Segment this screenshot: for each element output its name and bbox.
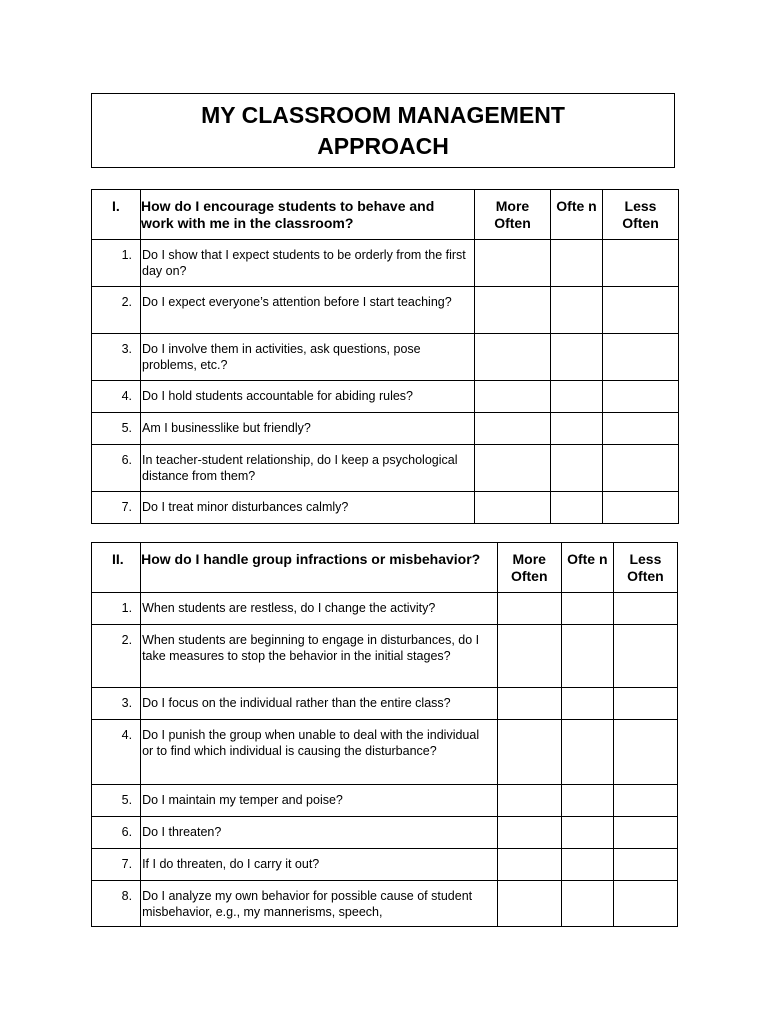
checkbox-often[interactable] (551, 334, 603, 381)
table-row (92, 413, 679, 445)
table-row (92, 287, 679, 334)
checkbox-more-often[interactable] (497, 720, 561, 785)
title-box (91, 93, 675, 168)
checkbox-more-often[interactable] (475, 334, 551, 381)
section-1-header-row (92, 190, 679, 240)
item-number: 3. (92, 688, 141, 720)
checkbox-more-often[interactable] (475, 287, 551, 334)
checkbox-often[interactable] (561, 785, 613, 817)
checkbox-often[interactable] (561, 881, 613, 927)
checkbox-often[interactable] (551, 287, 603, 334)
checkbox-less-often[interactable] (603, 334, 679, 381)
checkbox-more-often[interactable] (475, 492, 551, 524)
section-heading: How do I handle group infractions or misbehavior? (141, 543, 498, 593)
item-number: 7. (92, 492, 141, 524)
checkbox-more-often[interactable] (497, 688, 561, 720)
table-row (92, 445, 679, 492)
checkbox-often[interactable] (561, 688, 613, 720)
section-numeral: II. (92, 543, 141, 593)
column-more-often: More Often (497, 543, 561, 593)
item-question: Do I involve them in activities, ask questions, pose problems, etc.? (141, 334, 475, 381)
column-often: Ofte n (561, 543, 613, 593)
item-number: 6. (92, 445, 141, 492)
checkbox-less-often[interactable] (603, 413, 679, 445)
table-row (92, 881, 678, 927)
checkbox-less-often[interactable] (613, 720, 677, 785)
checkbox-less-often[interactable] (613, 881, 677, 927)
checkbox-less-often[interactable] (603, 445, 679, 492)
section-2-table (91, 542, 678, 927)
item-question: Do I analyze my own behavior for possible cause of student misbehavior, e.g., my mannerisms, speech, (141, 881, 498, 927)
checkbox-less-often[interactable] (603, 287, 679, 334)
checkbox-often[interactable] (551, 381, 603, 413)
column-less-often: Less Often (613, 543, 677, 593)
item-question: In teacher-student relationship, do I keep a psychological distance from them? (141, 445, 475, 492)
checkbox-often[interactable] (551, 492, 603, 524)
checkbox-less-often[interactable] (613, 688, 677, 720)
checkbox-less-often[interactable] (603, 492, 679, 524)
item-number: 7. (92, 849, 141, 881)
checkbox-less-often[interactable] (603, 381, 679, 413)
item-question: If I do threaten, do I carry it out? (141, 849, 498, 881)
item-question: When students are beginning to engage in disturbances, do I take measures to stop the behavior in the initial stages? (141, 625, 498, 688)
checkbox-less-often[interactable] (613, 849, 677, 881)
checkbox-more-often[interactable] (475, 381, 551, 413)
checkbox-more-often[interactable] (497, 881, 561, 927)
item-question: Do I punish the group when unable to deal with the individual or to find which individual is causing the disturbance? (141, 720, 498, 785)
item-number: 4. (92, 381, 141, 413)
checkbox-less-often[interactable] (613, 625, 677, 688)
item-question: Do I threaten? (141, 817, 498, 849)
item-question: Do I maintain my temper and poise? (141, 785, 498, 817)
checkbox-more-often[interactable] (497, 785, 561, 817)
column-often: Ofte n (551, 190, 603, 240)
section-1-table (91, 189, 679, 524)
checkbox-less-often[interactable] (613, 817, 677, 849)
item-number: 1. (92, 240, 141, 287)
checkbox-more-often[interactable] (475, 413, 551, 445)
column-less-often: Less Often (603, 190, 679, 240)
item-number: 1. (92, 593, 141, 625)
checkbox-more-often[interactable] (497, 849, 561, 881)
table-row (92, 625, 678, 688)
item-number: 6. (92, 817, 141, 849)
table-row (92, 720, 678, 785)
table-row (92, 688, 678, 720)
item-question: Do I show that I expect students to be orderly from the first day on? (141, 240, 475, 287)
item-number: 4. (92, 720, 141, 785)
checkbox-more-often[interactable] (475, 445, 551, 492)
checkbox-often[interactable] (551, 240, 603, 287)
checkbox-often[interactable] (551, 413, 603, 445)
checkbox-often[interactable] (551, 445, 603, 492)
table-row (92, 381, 679, 413)
checkbox-often[interactable] (561, 849, 613, 881)
checkbox-more-often[interactable] (475, 240, 551, 287)
checkbox-often[interactable] (561, 817, 613, 849)
item-question: Am I businesslike but friendly? (141, 413, 475, 445)
checkbox-often[interactable] (561, 593, 613, 625)
column-more-often: More Often (475, 190, 551, 240)
item-question: Do I expect everyone’s attention before I start teaching? (141, 287, 475, 334)
checkbox-more-often[interactable] (497, 593, 561, 625)
item-number: 2. (92, 287, 141, 334)
checkbox-less-often[interactable] (613, 785, 677, 817)
table-row (92, 593, 678, 625)
table-row (92, 785, 678, 817)
checkbox-more-often[interactable] (497, 625, 561, 688)
checkbox-often[interactable] (561, 625, 613, 688)
item-number: 3. (92, 334, 141, 381)
checkbox-less-often[interactable] (603, 240, 679, 287)
item-number: 2. (92, 625, 141, 688)
table-row (92, 849, 678, 881)
checkbox-often[interactable] (561, 720, 613, 785)
item-question: When students are restless, do I change the activity? (141, 593, 498, 625)
section-heading: How do I encourage students to behave and work with me in the classroom? (141, 190, 475, 240)
table-row (92, 334, 679, 381)
table-row (92, 817, 678, 849)
checkbox-more-often[interactable] (497, 817, 561, 849)
section-2-header-row (92, 543, 678, 593)
item-question: Do I focus on the individual rather than the entire class? (141, 688, 498, 720)
item-number: 5. (92, 785, 141, 817)
section-numeral: I. (92, 190, 141, 240)
page-title: MY CLASSROOM MANAGEMENT APPROACH (201, 101, 565, 159)
item-question: Do I hold students accountable for abiding rules? (141, 381, 475, 413)
table-row (92, 492, 679, 524)
item-number: 8. (92, 881, 141, 927)
item-number: 5. (92, 413, 141, 445)
table-row (92, 240, 679, 287)
item-question: Do I treat minor disturbances calmly? (141, 492, 475, 524)
checkbox-less-often[interactable] (613, 593, 677, 625)
